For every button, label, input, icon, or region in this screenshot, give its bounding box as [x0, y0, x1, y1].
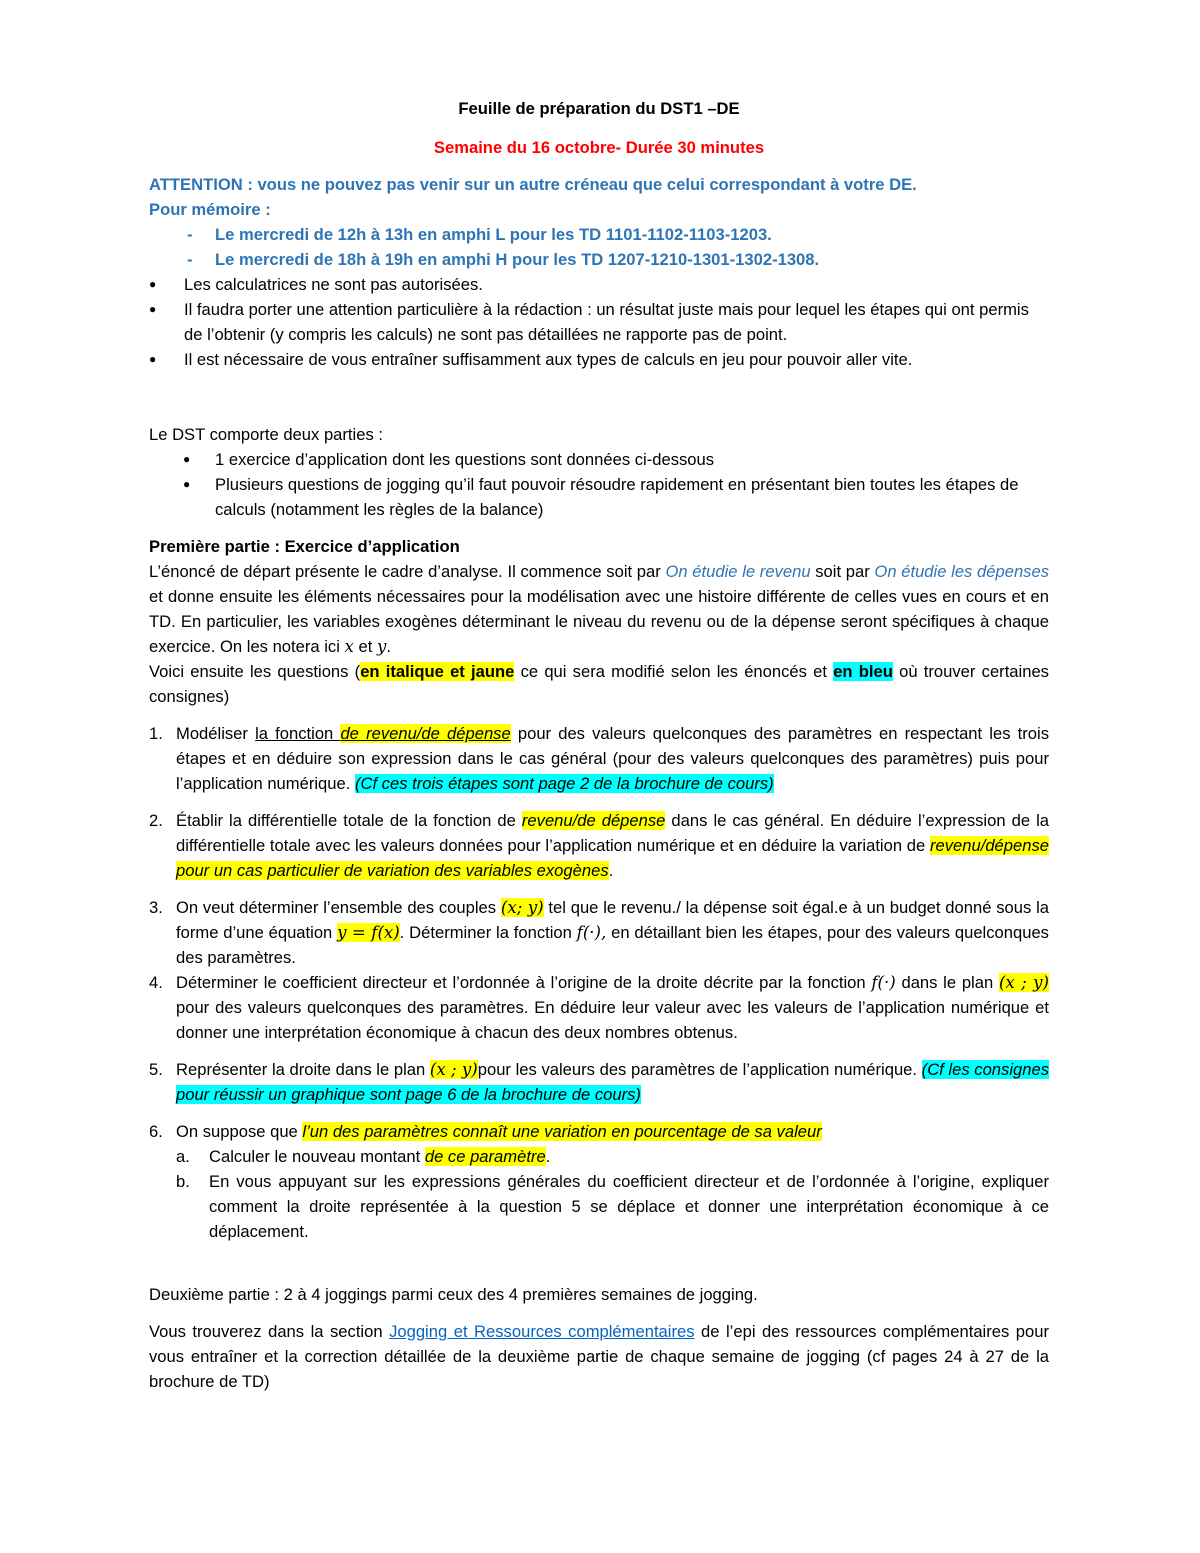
math-run: f(·), [576, 923, 607, 942]
bullet-icon: ● [149, 277, 157, 291]
question-number: 3. [149, 898, 163, 917]
bullet-icon: ● [183, 477, 191, 491]
text-run: Modéliser [176, 724, 256, 743]
yellow-highlight: (x ; y) [998, 973, 1049, 992]
yellow-highlight: (x ; y) [429, 1060, 478, 1079]
dst-part-item [149, 447, 1049, 472]
text-run: Voici ensuite les questions ( [149, 662, 361, 681]
schedule-list [149, 222, 1049, 272]
question-3 [149, 895, 1049, 970]
yellow-highlight: en italique et jaune [360, 662, 515, 681]
text-run: Vous trouverez dans la section [149, 1322, 390, 1341]
part2-paragraph [149, 1319, 1049, 1394]
text-run: dans le cas général. En déduire l’expression de la différentielle totale avec les valeurs données pour l’application numérique et en déduire la variation de [176, 811, 1049, 855]
schedule-text: Le mercredi de 12h à 13h en amphi L pour les TD 1101-1102-1103-1203. [215, 225, 772, 244]
bullet-icon: ● [183, 452, 191, 466]
rule-item [149, 272, 1049, 297]
question-number: 1. [149, 724, 163, 743]
part2-heading: Deuxième partie : 2 à 4 joggings parmi ceux des 4 premières semaines de jogging. [149, 1285, 758, 1304]
rule-text: Les calculatrices ne sont pas autorisées. [184, 275, 483, 294]
schedule-item [149, 222, 1049, 247]
part1-heading: Première partie : Exercice d’application [149, 537, 460, 556]
text-run: . [608, 861, 614, 880]
text-run: où trouver certaines consignes) [149, 662, 1049, 706]
math-x: x [344, 637, 354, 656]
question-6 [149, 1119, 1049, 1244]
cyan-highlight: en bleu [833, 662, 893, 681]
cyan-highlight: (Cf ces trois étapes sont page 2 de la brochure de cours) [354, 774, 774, 793]
text-run: et [353, 637, 377, 656]
dst-part-text: 1 exercice d’application dont les questions sont données ci-dessous [215, 450, 715, 469]
document-subtitle: Semaine du 16 octobre- Durée 30 minutes [433, 138, 765, 157]
jogging-resources-link[interactable]: Jogging et Ressources complémentaires [389, 1322, 695, 1341]
sub-question-a [176, 1144, 1049, 1169]
yellow-highlight: l’un des paramètres connaît une variation en pourcentage de sa valeur [302, 1122, 822, 1141]
text-run: pour les valeurs des paramètres de l’application numérique. [477, 1060, 922, 1079]
document-page [149, 96, 1049, 1394]
yellow-highlight: revenu/de dépense [521, 811, 666, 830]
text-run: dans le plan [895, 973, 999, 992]
text-run: En vous appuyant sur les expressions générales du coefficient directeur et de l’ordonnée à l’origine, expliquer comment la droite représentée à la question 5 se déplace et donner une interprétation économique à ce déplacement. [209, 1172, 1049, 1241]
rule-item [149, 347, 1049, 372]
yellow-highlight: de ce paramètre [424, 1147, 546, 1166]
text-run: . Déterminer la fonction [399, 923, 577, 942]
document-title: Feuille de préparation du DST1 –DE [458, 99, 740, 118]
text-run: . [545, 1147, 551, 1166]
text-run: Déterminer le coefficient directeur et l’ordonnée à l’origine de la droite décrite par la fonction [176, 973, 872, 992]
rule-text: Il est nécessaire de vous entraîner suffisamment aux types de calculs en jeu pour pouvoir aller vite. [184, 350, 913, 369]
yellow-highlight: pour un cas particulier de variation des variables exogènes [176, 861, 609, 880]
question-2 [149, 808, 1049, 883]
schedule-text: Le mercredi de 18h à 19h en amphi H pour les TD 1207-1210-1301-1302-1308. [215, 250, 820, 269]
text-run: en détaillant bien les étapes, pour des valeurs quelconques des paramètres. [176, 923, 1049, 967]
math-y: y [376, 637, 387, 656]
text-run: . [386, 637, 391, 656]
cyan-highlight: (Cf les consignes pour réussir un graphique sont page 6 de la brochure de cours) [176, 1060, 1050, 1104]
yellow-highlight: y = f(x) [337, 923, 400, 942]
text-run: Représenter la droite dans le plan [176, 1060, 430, 1079]
text-run: pour des valeurs quelconques des paramètres. En déduire leur valeur avec les valeurs de l’application numérique et donner une interprétation économique à chacun des deux nombres obtenus. [176, 998, 1049, 1042]
questions-list [149, 721, 1049, 1244]
bullet-icon: ● [149, 302, 157, 316]
dst-part-text: Plusieurs questions de jogging qu’il faut pouvoir résoudre rapidement en présentant bien toutes les étapes de calculs (notamment les règles de la balance) [215, 475, 1019, 519]
dst-parts-list [149, 447, 1049, 522]
text-run: Établir la différentielle totale de la fonction de [176, 811, 522, 830]
dst-intro: Le DST comporte deux parties : [149, 425, 383, 444]
text-run: pour des valeurs quelconques des paramètres en respectant les trois étapes et en déduire son expression dans le cas général (pour des valeurs quelconques des paramètres) puis pour l’application numérique. [176, 724, 1050, 793]
sub-marker: a. [176, 1147, 190, 1166]
text-run: et donne ensuite les éléments nécessaires pour la modélisation avec une histoire différente de celles vues en cours et en TD. En particulier, les variables exogènes déterminant le niveau du revenu ou de la dépense seront spécifiques à chaque exercice. On les notera ici [149, 587, 1049, 656]
memo-label: Pour mémoire : [149, 200, 271, 219]
rule-item [149, 297, 1049, 347]
yellow-highlight: de revenu/de dépense [340, 724, 511, 743]
text-run: soit par [810, 562, 875, 581]
rule-text: Il faudra porter une attention particulière à la rédaction : un résultat juste mais pour lequel les étapes qui ont permis de l’obtenir (y compris les calculs) ne sont pas détaillées ne rapporte pas de point. [184, 300, 1029, 344]
question-number: 6. [149, 1122, 163, 1141]
dash-marker: - [187, 225, 193, 244]
sub-marker: b. [176, 1172, 190, 1191]
schedule-item [149, 247, 1049, 272]
bullet-icon: ● [149, 352, 157, 366]
blue-italic-run: On étudie les dépenses [874, 562, 1050, 581]
attention-notice: ATTENTION : vous ne pouvez pas venir sur un autre créneau que celui correspondant à votre DE. [149, 175, 917, 194]
question-5 [149, 1057, 1049, 1107]
question-number: 5. [149, 1060, 163, 1079]
yellow-highlight: (x; y) [500, 898, 544, 917]
text-run: On veut déterminer l’ensemble des couples [176, 898, 501, 917]
sub-question-b [176, 1169, 1049, 1244]
text-run: On suppose que [176, 1122, 303, 1141]
dst-part-item [149, 472, 1049, 522]
rules-list [149, 272, 1049, 372]
text-run: tel que le revenu./ la dépense soit égal.e à un budget donné sous la forme d’une équation [176, 898, 1050, 942]
question-6-sublist [176, 1144, 1049, 1244]
question-1 [149, 721, 1049, 796]
blue-italic-run: On étudie le revenu [665, 562, 811, 581]
math-run: f(·) [871, 973, 896, 992]
text-run: ce qui sera modifié selon les énoncés et [514, 662, 834, 681]
yellow-highlight: revenu/dépense [929, 836, 1049, 855]
part1-paragraph [149, 559, 1049, 659]
text-run: de l’epi des ressources complémentaires pour vous entraîner et la correction détaillée de la deuxième partie de chaque semaine de jogging (cf pages 24 à 27 de la brochure de TD) [149, 1322, 1050, 1391]
underlined-run: la fonction [255, 724, 341, 743]
questions-intro [149, 659, 1049, 709]
dash-marker: - [187, 250, 193, 269]
text-run: Calculer le nouveau montant [209, 1147, 425, 1166]
question-4 [149, 970, 1049, 1045]
question-number: 4. [149, 973, 163, 992]
text-run: L’énoncé de départ présente le cadre d’analyse. Il commence soit par [149, 562, 666, 581]
question-number: 2. [149, 811, 163, 830]
